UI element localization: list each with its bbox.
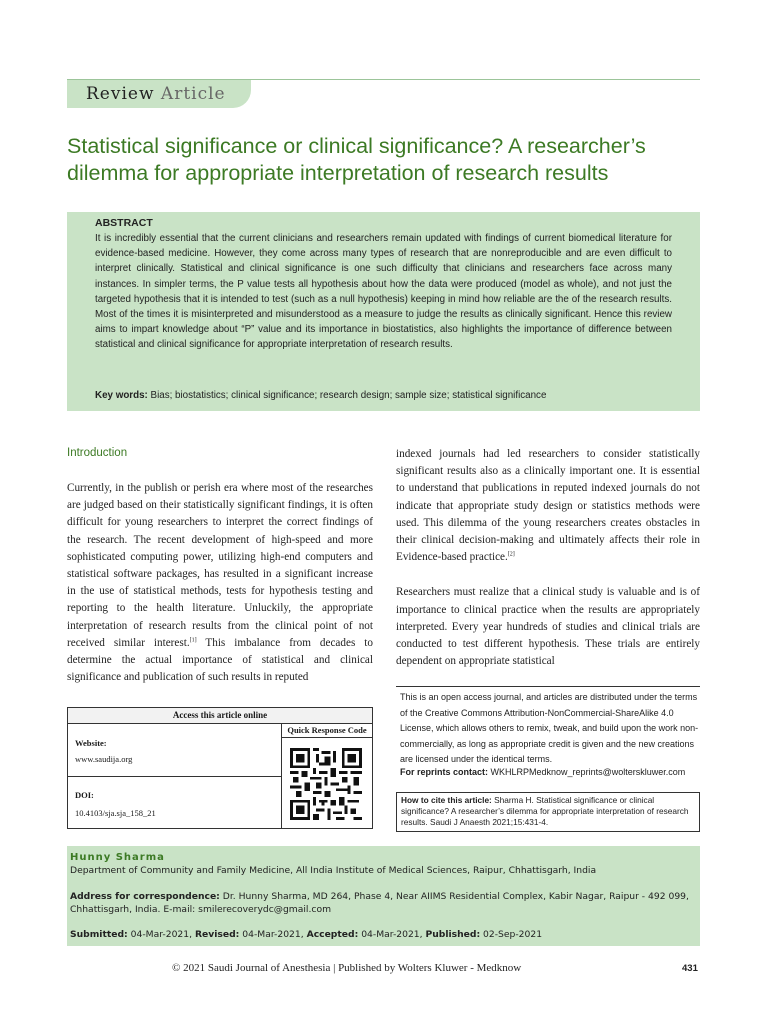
abstract-heading: ABSTRACT	[95, 217, 153, 229]
reprints-email[interactable]: WKHLRPMedknow_reprints@wolterskluwer.com	[490, 767, 686, 777]
keywords-label: Key words:	[95, 390, 148, 401]
section-word-review: Review	[86, 84, 155, 104]
reference-1[interactable]: [1]	[189, 637, 197, 644]
website-link[interactable]: www.saudija.org	[75, 754, 133, 764]
citation-text: Sharma H. Statistical significance or clinical significance? A researcher’s dilemma for appropriate interpretation of research results. Saudi J Anaesth 2021;15:431-4.	[401, 795, 689, 827]
citation-label: How to cite this article:	[401, 795, 492, 805]
published-date: 02-Sep-2021	[483, 929, 543, 940]
left-column	[67, 480, 373, 686]
author-department: Department of Community and Family Medicine, All India Institute of Medical Sciences, Raipur, Chhattisgarh, India	[70, 865, 597, 876]
reprints-contact	[400, 767, 700, 777]
footer-copyright: © 2021 Saudi Journal of Anesthesia | Published by Wolters Kluwer - Medknow	[172, 962, 522, 974]
revised-date: 04-Mar-2021,	[242, 929, 304, 940]
abstract-box	[67, 212, 700, 411]
address-label: Address for correspondence:	[70, 891, 220, 902]
qr-panel	[282, 724, 372, 828]
intro-paragraph-1a: Currently, in the publish or perish era where most of the researches are judged based on their statistically significant findings, it is often difficult for young researchers to interpret the correct findings of the research. The recent development of high-speed and more sophisticated computing power, utilizing high-end computers and statistical software packages, has resulted in a significant increase in the use of statistical methods, tests for hypothesis testing and reporting to the health literature. Unluckily, the appropriate interpretation of research results from the clinical point of not received similar interest.	[67, 482, 373, 649]
article-title: Statistical significance or clinical significance? A researcher’s dilemma for appropriate interpretation of research results	[67, 134, 646, 185]
author-box	[67, 846, 700, 946]
access-divider	[68, 776, 282, 777]
accepted-date: 04-Mar-2021,	[361, 929, 423, 940]
submitted-label: Submitted:	[70, 929, 128, 940]
section-word-article: Article	[160, 84, 226, 104]
citation-box	[396, 792, 700, 832]
doi-link[interactable]: 10.4103/sja.sja_158_21	[75, 808, 156, 818]
access-info	[68, 724, 282, 828]
submitted-date: 04-Mar-2021,	[130, 929, 193, 940]
right-column	[396, 446, 700, 670]
article-dates	[70, 929, 697, 940]
section-tab	[67, 80, 251, 108]
page-number: 431	[682, 963, 698, 974]
introduction-heading: Introduction	[67, 447, 128, 459]
published-label: Published:	[425, 929, 481, 940]
access-box	[67, 707, 373, 829]
intro-paragraph-1b: This imbalance from decades to determine the actual importance of statistical and clinical significance and publication of such results in reputed	[67, 636, 373, 684]
reprints-label: For reprints contact:	[400, 767, 489, 777]
intro-paragraph-2: Researchers must realize that a clinical study is valuable and is of importance to clinical practice when the results are appropriately interpreted. Every year hundreds of studies and clinical trials are conducted to test different hypothesis. These trials are entirely dependent on appropriate statistical	[396, 586, 700, 668]
correspondence-address	[70, 890, 697, 916]
license-text: This is an open access journal, and articles are distributed under the terms of the Creative Commons Attribution-NonCommercial-ShareAlike 4.0 License, which allows others to remix, tweak, and build upon the work non-commercially, as long as appropriate credit is given and the new creations are licensed under the identical terms.	[400, 692, 699, 764]
reference-2[interactable]: [2]	[507, 551, 515, 558]
accepted-label: Accepted:	[306, 929, 359, 940]
doi-label: DOI:	[75, 790, 94, 800]
keywords	[95, 390, 546, 401]
intro-paragraph-1c-text: indexed journals had led researchers to consider statistically significant results also as a clinically important one. It is essential to understand that publications in reputed indexed journals do not indicate that appropriate study design or statistics methods were used. This dilemma of the young researchers creates obstacles in their clinical decision-making and ultimately affects their role in Evidence-based practice.	[396, 448, 700, 564]
author-name: Hunny Sharma	[70, 852, 165, 863]
abstract-text: It is incredibly essential that the current clinicians and researchers remain updated with findings of current biomedical literature for evidence-based medicine. However, they come across many types of research that are nonreproducible and are even difficult to interpret clinically. Statistical and clinical significance is one such difficulty that clinicians and researchers face across many instances. In simpler terms, the P value tests all hypothesis about how the data were produced (model as whole), and not just the targeted hypothesis that it is intended to test (such as a null hypothesis) keeping in mind how reliable are the of the research results. Most of the times it is misinterpreted and misunderstood as a measure to judge the results as clinically significant. Hence this review aims to impart knowledge about “P” value and its importance in biostatistics, also highlights the importance of difference between statistical and clinical significance for appropriate interpretation of research results.	[95, 233, 672, 351]
intro-paragraph-1c	[396, 446, 700, 566]
license-rule	[396, 686, 700, 687]
address-text: Dr. Hunny Sharma, MD 264, Phase 4, Near AIIMS Residential Complex, Kabir Nagar, Raipur - 492 099, Chhattisgarh, India. E-mail: smilerecoverydc@gmail.com	[70, 891, 689, 915]
revised-label: Revised:	[194, 929, 240, 940]
qr-code-icon[interactable]	[290, 748, 362, 820]
website-label: Website:	[75, 738, 107, 748]
access-header: Access this article online	[68, 708, 372, 724]
keywords-list: Bias; biostatistics; clinical significance; research design; sample size; statistical significance	[150, 390, 547, 401]
qr-header: Quick Response Code	[282, 724, 372, 738]
